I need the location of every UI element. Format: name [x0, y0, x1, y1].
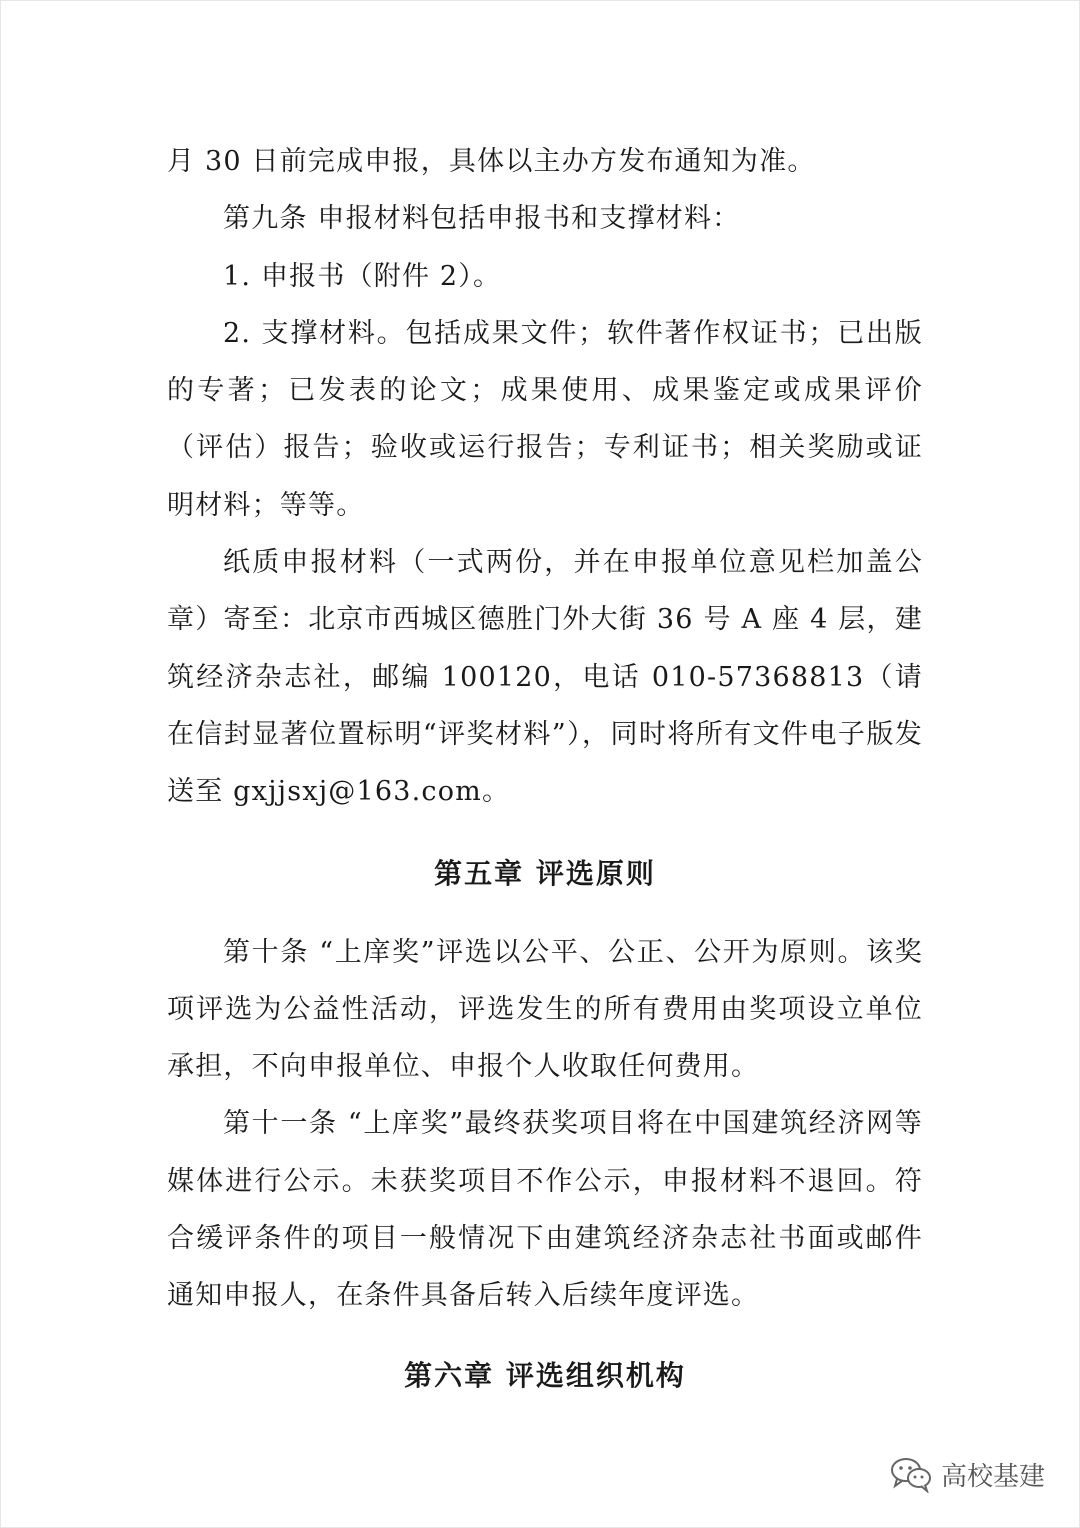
chapter-6-title: 第六章 评选组织机构: [404, 1358, 686, 1392]
item-2-supporting-materials: 2. 支撑材料。包括成果文件；软件著作权证书；已出版的专著；已发表的论文；成果使用、成果鉴定或成果评价（评估）报告；验收或运行报告；专利证书；相关奖励或证明材料；等等。: [167, 317, 923, 521]
article-11: 第十一条 “上庠奖”最终获奖项目将在中国建筑经济网等媒体进行公示。未获奖项目不作公示，申报材料不退回。符合缓评条件的项目一般情况下由建筑经济杂志社书面或邮件通知申报人，在条件具备后转入后续年度评选。: [167, 1108, 923, 1312]
document-body: [167, 133, 923, 1404]
source-watermark: [889, 1455, 1045, 1493]
item-1-application-form: 1. 申报书（附件 2）。: [223, 260, 502, 292]
chapter-5-title: 第五章 评选原则: [434, 856, 656, 890]
article-9: 第九条 申报材料包括申报书和支撑材料：: [223, 203, 741, 235]
paragraph-continuation: 月 30 日前完成申报，具体以主办方发布通知为准。: [167, 146, 816, 177]
wechat-icon: [889, 1455, 933, 1493]
article-10: 第十条 “上庠奖”评选以公平、公正、公开为原则。该奖项评选为公益性活动，评选发生的所有费用由奖项设立单位承担，不向申报单位、申报个人收取任何费用。: [167, 936, 923, 1083]
watermark-text: 高校基建: [940, 1461, 1045, 1492]
paper-submission-paragraph: 纸质申报材料（一式两份，并在申报单位意见栏加盖公章）寄至：北京市西城区德胜门外大街 36 号 A 座 4 层，建筑经济杂志社，邮编 100120，电话 010-57368813（请在信封显著位置标明“评奖材料”），同时将所有文件电子版发送至 gxjjsxj@163.com。: [167, 547, 923, 808]
